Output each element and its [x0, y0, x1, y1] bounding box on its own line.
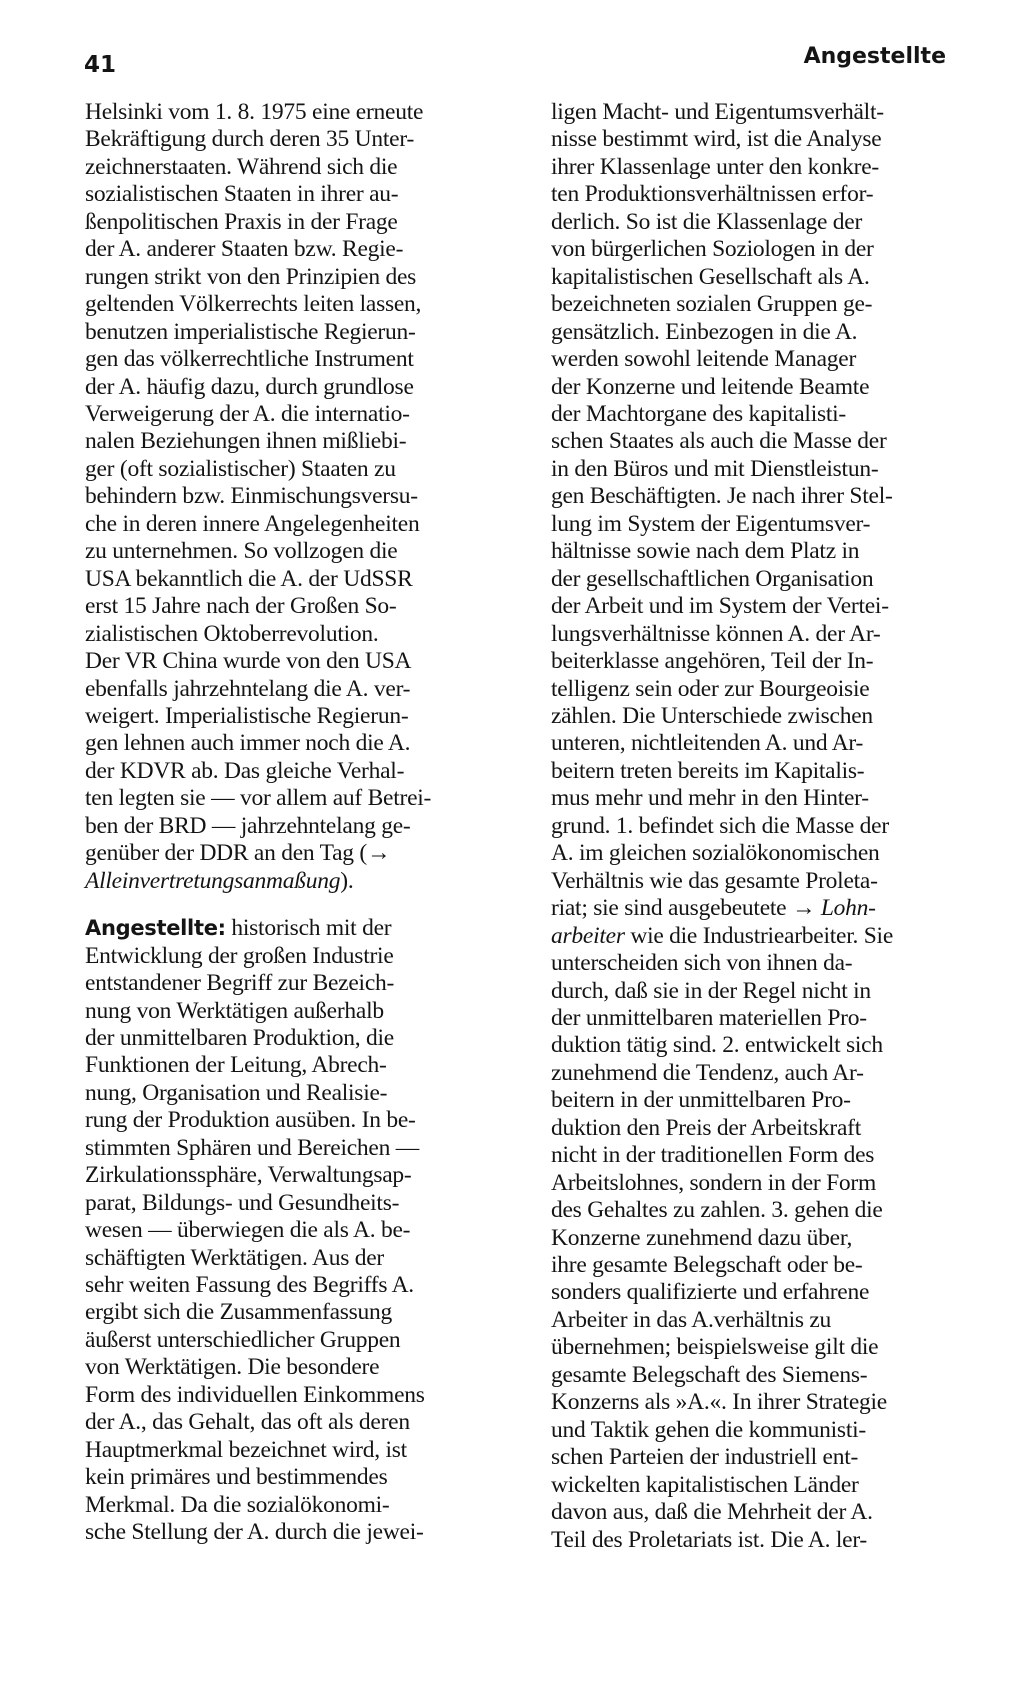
entry-continued: [551, 99, 959, 1554]
running-head: Angestellte: [803, 44, 946, 69]
left-column: [85, 99, 505, 1547]
cross-reference: Alleinvertretungsanmaßung: [85, 867, 341, 894]
entry-lines-a: ligen Macht- und Eigentumsverhält- nisse bestimmt wird, ist die Analyse ihrer Klassenlage unter den konkre- ten Produktionsverhältnissen erfor- derlich. So ist die Klassenlage der von bürgerlichen Soziologen in der kapitalistischen Gesellschaft als A. bezeichneten sozialen Gruppen ge- gensätzlich. Einbezogen in die A. werden sowohl leitende Manager der Konzerne und leitende Beamte der Machtorgane des kapitalisti- schen Staates als auch die Masse der in den Büros und mit Dienstleistun- gen Beschäftigten. Je nach ihrer Stel- lung im System der Eigentumsver- hältnisse sowie nach dem Platz in der gesellschaftlichen Organisation der Arbeit und im System der Vertei- lungsverhältnisse können A. der Ar- beiterklasse angehören, Teil der In- telligenz sein oder zur Bourgeoisie zählen. Die Unterschiede zwischen unteren, nichtleitenden A. und Ar- beitern treten bereits im Kapitalis- mus mehr und mehr in den Hinter- grund. 1. befindet sich die Masse der A. im gleichen sozialökonomischen Verhältnis wie das gesamte Proleta-: [551, 99, 893, 894]
entry-lemma: Angestellte:: [85, 916, 226, 941]
dictionary-entry: [85, 915, 505, 1546]
cross-reference-lohn: Lohn-: [820, 895, 876, 922]
entry-lines: Entwicklung der großen Industrie entstandener Begriff zur Bezeich- nung von Werktätigen außerhalb der unmittelbaren Produktion, die Funktionen der Leitung, Abrech- nung, Organisation und Realisie- rung der Produktion ausüben. In be- stimmten Sphären und Bereichen — Zirkulationssphäre, Verwaltungsap- parat, Bildungs- und Gesundheits- wesen — überwiegen die als A. be- schäftigten Werktätigen. Aus der sehr weiten Fassung des Begriffs A. ergibt sich die Zusammenfassung äußerst unterschiedlicher Gruppen von Werktätigen. Die besondere Form des individuellen Einkommens der A., das Gehalt, das oft als deren Hauptmerkmal bezeichnet wird, ist kein primäres und bestimmendes Merkmal. Da die sozialökonomi- sche Stellung der A. durch die jewei-: [85, 942, 425, 1546]
right-column: [551, 99, 959, 1554]
page-number: 41: [84, 52, 117, 78]
paragraph-lines: Helsinki vom 1. 8. 1975 eine erneute Bekräftigung durch deren 35 Unter- zeichnerstaaten. Während sich die sozialistischen Staaten in ihrer au- ßenpolitischen Praxis in der Frage der A. anderer Staaten bzw. Regie- rungen strikt von den Prinzipien des geltenden Völkerrechts leiten lassen, benutzen imperialistische Regierun- gen das völkerrechtliche Instrument der A. häufig dazu, durch grundlose Verweigerung der A. die internatio- nalen Beziehungen ihnen mißliebi- ger (oft sozialistischer) Staaten zu behindern bzw. Einmischungsversu- che in deren innere Angelegenheiten zu unternehmen. So vollzogen die USA bekanntlich die A. der UdSSR erst 15 Jahre nach der Großen So- zialistischen Oktoberrevolution. Der VR China wurde von den USA ebenfalls jahrzehntelang die A. ver- weigert. Imperialistische Regierun- gen lehnen auch immer noch die A. der KDVR ab. Das gleiche Verhal- ten legten sie — vor allem auf Betrei- ben der BRD — jahrzehntelang ge- genüber der DDR an den Tag (→: [85, 99, 432, 867]
cross-reference-arbeiter: arbeiter: [551, 922, 625, 949]
paragraph-continued: [85, 99, 505, 895]
entry-first-line: historisch mit der: [225, 915, 392, 942]
lohn-line-prefix: riat; sie sind ausgebeutete →: [551, 895, 821, 922]
arbeiter-line-rest: wie die Industriearbeiter. Sie: [624, 922, 894, 949]
paragraph-tail: ).: [340, 867, 354, 894]
entry-lines-b: unterscheiden sich von ihnen da- durch, daß sie in der Regel nicht in der unmittelbaren materiellen Pro- duktion tätig sind. 2. entwickelt sich zunehmend die Tendenz, auch Ar- beitern in der unmittelbaren Pro- duktion den Preis der Arbeitskraft nicht in der traditionellen Form des Arbeitslohnes, sondern in der Form des Gehaltes zu zahlen. 3. gehen die Konzerne zunehmend dazu über, ihre gesamte Belegschaft oder be- sonders qualifizierte und erfahrene Arbeiter in das A.verhältnis zu übernehmen; beispielsweise gilt die gesamte Belegschaft des Siemens- Konzerns als »A.«. In ihrer Strategie und Taktik gehen die kommunisti- schen Parteien der industriell ent- wickelten kapitalistischen Länder davon aus, daß die Mehrheit der A. Teil des Proletariats ist. Die A. ler-: [551, 950, 887, 1553]
